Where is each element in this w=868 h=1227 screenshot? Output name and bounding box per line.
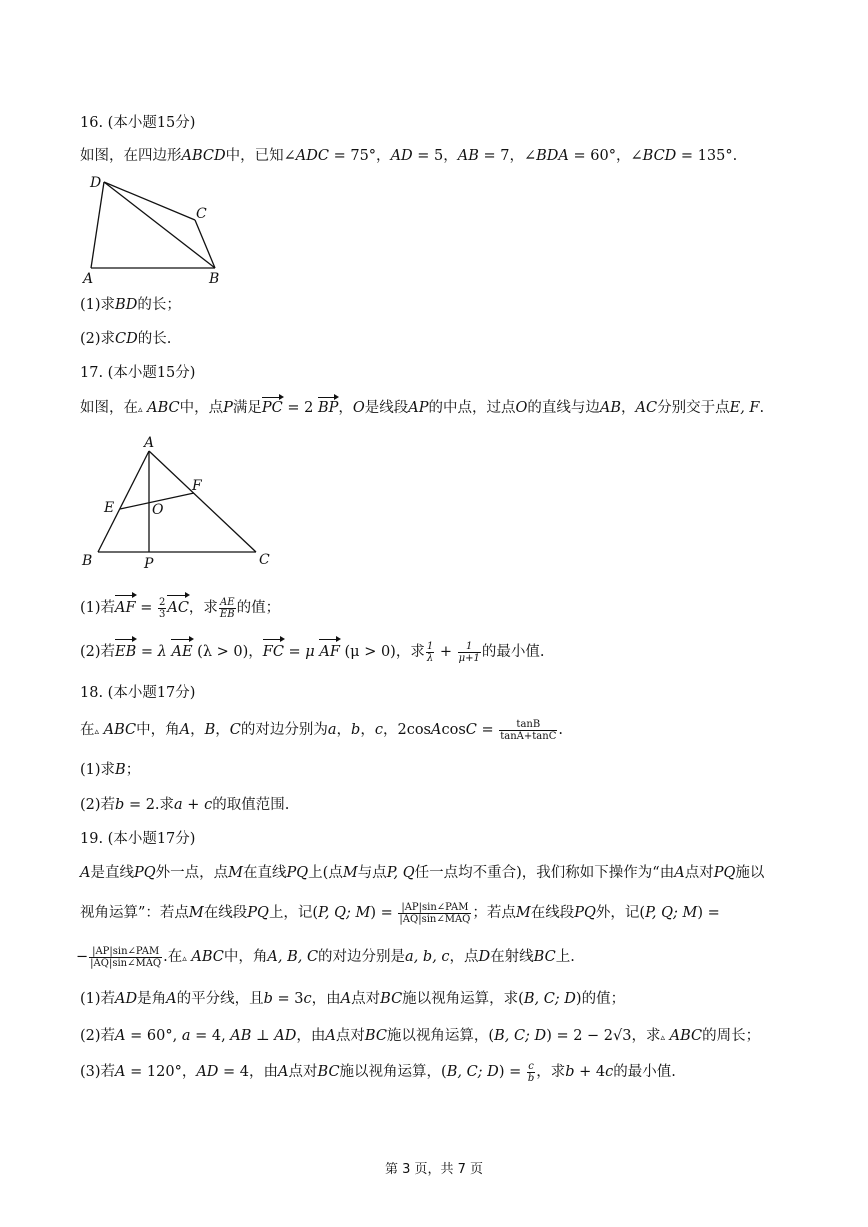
text: (2)若 bbox=[80, 797, 116, 813]
label-f: F bbox=[192, 478, 202, 494]
problem-18-q2 bbox=[80, 795, 289, 815]
math: μ bbox=[305, 644, 315, 660]
text: 在线段 bbox=[203, 905, 248, 921]
math: BCD bbox=[642, 148, 677, 164]
math: A, B, C bbox=[267, 949, 319, 965]
edge-da bbox=[91, 182, 104, 268]
problem-16-header-text: 16. (本小题15分) bbox=[80, 115, 196, 131]
math: BDA bbox=[536, 148, 569, 164]
text: = 2 bbox=[282, 400, 318, 416]
math: AC bbox=[635, 400, 658, 416]
math: B, C; D bbox=[523, 991, 576, 1007]
problem-19-line-2 bbox=[80, 900, 720, 926]
math: PQ bbox=[247, 905, 269, 921]
text: 上，记( bbox=[268, 905, 319, 921]
problem-18-header-text: 18. (本小题17分) bbox=[80, 685, 196, 701]
math: ABC bbox=[103, 722, 137, 738]
math: AD bbox=[115, 991, 138, 1007]
fraction-ae-eb bbox=[219, 597, 236, 620]
problem-19-q1 bbox=[80, 989, 625, 1009]
text: ，由 bbox=[311, 991, 341, 1007]
math: O bbox=[352, 400, 365, 416]
text: 上(点 bbox=[308, 865, 343, 881]
text: (1)若 bbox=[80, 600, 116, 616]
text: 中，角 bbox=[136, 722, 180, 738]
vector-fc: FC bbox=[263, 640, 284, 664]
text: ， bbox=[190, 722, 205, 738]
denominator: |AQ|sin∠MAQ bbox=[90, 957, 162, 969]
vector-ae: AE bbox=[171, 640, 192, 664]
problem-17-header bbox=[80, 363, 195, 383]
text: 在射线 bbox=[490, 949, 534, 965]
math: A bbox=[179, 722, 191, 738]
math: P, Q bbox=[386, 865, 415, 881]
problem-19-header-text: 19. (本小题17分) bbox=[80, 831, 196, 847]
label-c: C bbox=[259, 552, 270, 568]
label-b: B bbox=[82, 553, 93, 569]
text: ⊥ bbox=[251, 1028, 275, 1044]
text: 的对边分别为 bbox=[240, 722, 328, 738]
math: B bbox=[115, 762, 126, 778]
math: b bbox=[263, 991, 273, 1007]
denominator: |AQ|sin∠MAQ bbox=[399, 913, 471, 925]
text: (1)求 bbox=[80, 297, 116, 313]
math: c bbox=[204, 797, 213, 813]
text: (1)求 bbox=[80, 762, 116, 778]
math: B bbox=[204, 722, 216, 738]
text: ) = bbox=[697, 905, 720, 921]
math: AB bbox=[457, 148, 479, 164]
math: BC bbox=[364, 1028, 387, 1044]
label-a: A bbox=[144, 435, 155, 451]
math: M bbox=[228, 865, 243, 881]
problem-17-q1 bbox=[80, 596, 280, 620]
problem-18-q1 bbox=[80, 760, 140, 780]
text: = bbox=[135, 600, 157, 616]
problem-18-header bbox=[80, 683, 195, 703]
text: + bbox=[435, 644, 457, 660]
math: A bbox=[431, 722, 442, 738]
text: . bbox=[558, 722, 563, 738]
edge-ac bbox=[149, 451, 256, 552]
text: 的最小值. bbox=[613, 1064, 676, 1080]
math: P, Q; M bbox=[645, 905, 698, 921]
triangle-figure bbox=[78, 430, 278, 572]
text: 中，点 bbox=[179, 400, 224, 416]
text: + 4 bbox=[574, 1064, 606, 1080]
fraction-two-thirds bbox=[158, 597, 166, 620]
text: 的最小值. bbox=[481, 644, 545, 660]
text: 外，记( bbox=[595, 905, 646, 921]
numerator: 1 bbox=[458, 641, 481, 653]
text: = 7，∠ bbox=[478, 148, 537, 164]
label-c: C bbox=[196, 206, 207, 222]
text: 外一点，点 bbox=[155, 865, 229, 881]
text: 在 bbox=[80, 722, 95, 738]
text: 在线段 bbox=[530, 905, 575, 921]
math: C bbox=[229, 722, 241, 738]
math: O bbox=[515, 400, 528, 416]
math: B, C; D bbox=[494, 1028, 547, 1044]
problem-16-stem bbox=[80, 146, 737, 166]
text: ) = bbox=[370, 905, 398, 921]
math: P bbox=[223, 400, 233, 416]
fraction-view-angle-outside bbox=[89, 946, 162, 969]
label-a: A bbox=[83, 271, 94, 287]
edge-dc bbox=[104, 182, 195, 220]
math: AD bbox=[196, 1064, 219, 1080]
text: 上. bbox=[555, 949, 575, 965]
text: ， bbox=[338, 400, 353, 416]
math: ABC bbox=[147, 400, 180, 416]
text: ； bbox=[125, 762, 141, 778]
problem-18-stem bbox=[80, 718, 563, 744]
text: ，由 bbox=[296, 1028, 326, 1044]
triangle-symbol: ▵ bbox=[660, 1033, 666, 1043]
math: ABC bbox=[191, 949, 224, 965]
vector-bp: BP bbox=[317, 400, 339, 416]
math: PQ bbox=[574, 905, 596, 921]
numerator: |AP|sin∠PAM bbox=[398, 902, 471, 914]
text: 点对 bbox=[684, 865, 714, 881]
vector-af: AF bbox=[115, 596, 136, 620]
text: (3)若 bbox=[80, 1064, 116, 1080]
math: BD bbox=[115, 297, 138, 313]
math: a, b, c bbox=[405, 949, 450, 965]
text: 如图，在四边形 bbox=[80, 148, 182, 164]
math: BC bbox=[317, 1064, 340, 1080]
fraction-one-over-mu-plus-one bbox=[458, 641, 481, 664]
math: AD bbox=[390, 148, 413, 164]
diagonal-db bbox=[104, 182, 215, 268]
math: A bbox=[674, 865, 685, 881]
math: λ bbox=[157, 644, 167, 660]
text: ) = bbox=[498, 1064, 526, 1080]
text: 的长； bbox=[137, 297, 181, 313]
fraction-tan bbox=[499, 719, 557, 742]
problem-19-q3 bbox=[80, 1060, 676, 1084]
math: ABC bbox=[669, 1028, 703, 1044]
text: 的取值范围. bbox=[212, 797, 290, 813]
text: = bbox=[136, 644, 158, 660]
problem-19-q2 bbox=[80, 1026, 760, 1048]
text: (μ > 0)，求 bbox=[339, 644, 425, 660]
text: = 4, bbox=[190, 1028, 231, 1044]
math: BC bbox=[533, 949, 556, 965]
numerator: c bbox=[528, 1060, 534, 1072]
denominator: 3 bbox=[158, 608, 166, 620]
math: M bbox=[188, 905, 204, 921]
problem-16-q1 bbox=[80, 295, 181, 315]
math: A bbox=[278, 1064, 289, 1080]
text: 中，已知∠ bbox=[225, 148, 296, 164]
problem-19-line-1 bbox=[80, 863, 764, 883]
text: 任一点均不重合)，我们称如下操作为“由 bbox=[414, 865, 675, 881]
vector-af: AF bbox=[319, 640, 340, 664]
problem-17-q2 bbox=[80, 640, 544, 664]
math: A bbox=[166, 991, 177, 1007]
numerator: |AP|sin∠PAM bbox=[89, 946, 162, 958]
label-d: D bbox=[90, 175, 102, 191]
math: c bbox=[374, 722, 383, 738]
triangle-symbol: ▵ bbox=[138, 405, 143, 415]
text: 的值； bbox=[236, 600, 281, 616]
text: 点对 bbox=[351, 991, 381, 1007]
text: ，点 bbox=[449, 949, 479, 965]
math: AB bbox=[230, 1028, 252, 1044]
text: = 3 bbox=[272, 991, 304, 1007]
problem-19-line-3 bbox=[76, 944, 575, 972]
text: 在直线 bbox=[243, 865, 287, 881]
math: A bbox=[115, 1028, 126, 1044]
text: 施以视角运算，求( bbox=[402, 991, 524, 1007]
math: C bbox=[465, 722, 477, 738]
denominator: tanA+tanC bbox=[500, 730, 557, 742]
text: 的长. bbox=[137, 331, 172, 347]
text: = 4，由 bbox=[218, 1064, 279, 1080]
numerator: 2 bbox=[158, 596, 166, 608]
triangle-symbol: ▵ bbox=[94, 727, 100, 737]
fraction-one-over-lambda bbox=[426, 641, 434, 664]
numerator: 1 bbox=[426, 640, 434, 652]
denominator: μ+1 bbox=[458, 652, 480, 664]
text: .在 bbox=[163, 949, 183, 965]
text: = bbox=[283, 644, 306, 660]
math: D bbox=[478, 949, 491, 965]
triangle-symbol: ▵ bbox=[182, 954, 187, 964]
text: ， bbox=[336, 722, 352, 738]
text: 施以视角运算，( bbox=[386, 1028, 495, 1044]
vector-eb: EB bbox=[115, 640, 136, 664]
math: AP bbox=[408, 400, 429, 416]
text: (1)若 bbox=[80, 991, 116, 1007]
text: ， bbox=[360, 722, 375, 738]
text: ，求 bbox=[536, 1064, 566, 1080]
math: PQ bbox=[286, 865, 309, 881]
text: 是角 bbox=[137, 991, 167, 1007]
text: = 120°， bbox=[125, 1064, 197, 1080]
page-footer: 第 3 页，共 7 页 bbox=[384, 1162, 484, 1177]
math: B, C; D bbox=[446, 1064, 499, 1080]
quadrilateral-figure bbox=[80, 170, 240, 288]
text: ，求 bbox=[188, 600, 218, 616]
math: PQ bbox=[713, 865, 736, 881]
text: 的中点，过点 bbox=[428, 400, 516, 416]
math: AD bbox=[274, 1028, 297, 1044]
text: + bbox=[182, 797, 205, 813]
text: ) = 2 − 2√3，求 bbox=[546, 1028, 661, 1044]
problem-16-header bbox=[80, 113, 195, 133]
vector-ac: AC bbox=[167, 596, 189, 620]
math: b bbox=[565, 1064, 575, 1080]
math: P, Q; M bbox=[318, 905, 371, 921]
text: 视角运算”：若点 bbox=[80, 905, 189, 921]
math: b bbox=[115, 797, 125, 813]
text: (λ > 0)， bbox=[192, 644, 263, 660]
text: (2)求 bbox=[80, 331, 116, 347]
text: ， bbox=[621, 400, 636, 416]
math: a bbox=[174, 797, 183, 813]
text: 是线段 bbox=[364, 400, 409, 416]
fraction-view-angle-inside bbox=[398, 902, 471, 925]
text: ， bbox=[215, 722, 230, 738]
text: = 5， bbox=[412, 148, 458, 164]
label-e: E bbox=[104, 500, 115, 516]
text: 如图，在 bbox=[80, 400, 138, 416]
text: = 75°， bbox=[328, 148, 391, 164]
text: − bbox=[76, 949, 89, 965]
denominator: EB bbox=[219, 608, 235, 620]
math: CD bbox=[115, 331, 138, 347]
text: . bbox=[759, 400, 765, 416]
text: 的周长； bbox=[702, 1028, 761, 1044]
problem-16-q2 bbox=[80, 329, 171, 349]
math: E, F bbox=[729, 400, 760, 416]
problem-19-header bbox=[80, 829, 195, 849]
text: ；若点 bbox=[472, 905, 516, 921]
problem-17-header-text: 17. (本小题15分) bbox=[80, 365, 196, 381]
text: 施以视角运算，( bbox=[339, 1064, 447, 1080]
math: BC bbox=[380, 991, 403, 1007]
problem-17-stem bbox=[80, 398, 764, 420]
text: 的平分线，且 bbox=[176, 991, 264, 1007]
math: M bbox=[342, 865, 358, 881]
text: 与点 bbox=[357, 865, 387, 881]
text: 是直线 bbox=[90, 865, 134, 881]
text: (2)若 bbox=[80, 1028, 116, 1044]
math: A bbox=[325, 1028, 336, 1044]
math: a bbox=[327, 722, 337, 738]
text: = 60°，∠ bbox=[568, 148, 643, 164]
text: 分别交于点 bbox=[657, 400, 730, 416]
vector-pc: PC bbox=[261, 400, 283, 416]
text: (2)若 bbox=[80, 644, 116, 660]
label-b: B bbox=[209, 271, 220, 287]
text: = 135°. bbox=[676, 148, 738, 164]
text: = 60°, bbox=[125, 1028, 182, 1044]
math: A bbox=[340, 991, 352, 1007]
text: = 2.求 bbox=[124, 797, 175, 813]
text: 点对 bbox=[288, 1064, 318, 1080]
numerator: tanB bbox=[499, 719, 557, 731]
text: 的直线与边 bbox=[527, 400, 600, 416]
math: A bbox=[80, 865, 91, 881]
math: c bbox=[605, 1064, 614, 1080]
label-p: P bbox=[144, 556, 154, 572]
math: PQ bbox=[133, 865, 156, 881]
math: c bbox=[303, 991, 312, 1007]
denominator: λ bbox=[426, 652, 434, 664]
text: 满足 bbox=[232, 400, 262, 416]
text: )的值； bbox=[575, 991, 626, 1007]
text: ，2cos bbox=[382, 722, 431, 738]
math: ADC bbox=[295, 148, 329, 164]
math: ABCD bbox=[181, 148, 226, 164]
text: = bbox=[476, 722, 499, 738]
fraction-c-over-b bbox=[527, 1061, 535, 1084]
text: cos bbox=[441, 722, 466, 738]
math: M bbox=[515, 905, 531, 921]
math: AB bbox=[599, 400, 622, 416]
numerator: AE bbox=[219, 596, 235, 608]
denominator: b bbox=[527, 1072, 535, 1084]
text: 点对 bbox=[335, 1028, 365, 1044]
math: a bbox=[181, 1028, 191, 1044]
text: 施以 bbox=[735, 865, 765, 881]
label-o: O bbox=[152, 502, 164, 518]
math: A bbox=[115, 1064, 126, 1080]
text: 的对边分别是 bbox=[318, 949, 406, 965]
math: b bbox=[351, 722, 361, 738]
text: 中，角 bbox=[223, 949, 268, 965]
